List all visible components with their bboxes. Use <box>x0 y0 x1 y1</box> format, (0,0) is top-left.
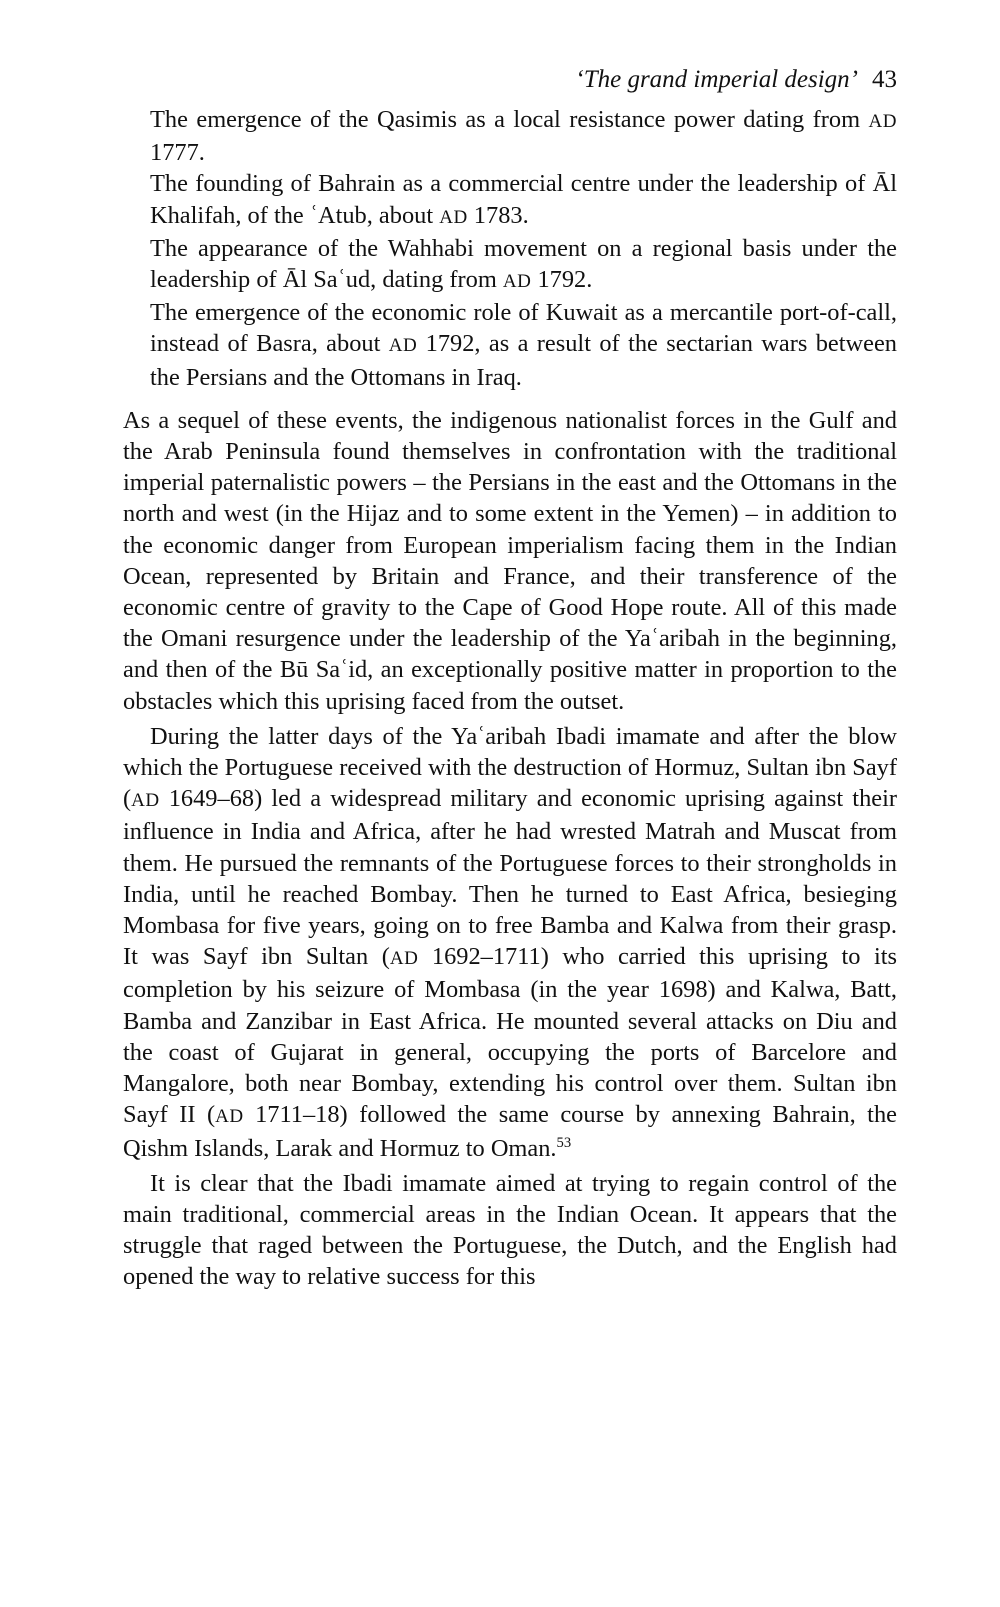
event-list <box>150 104 897 393</box>
list-item: The emergence of the economic role of Kuwait as a mercantile port-of-call, instead of Basra, about AD 1792, as a result of the sectarian wars between the Persians and the Ottomans in Iraq. <box>150 299 897 391</box>
running-header <box>123 64 897 96</box>
list-item: The emergence of the Qasimis as a local resistance power dating from AD 1777. <box>150 106 897 167</box>
paragraph-sequel: As a sequel of these events, the indigenous nationalist forces in the Gulf and the Arab Peninsula found themselves in confrontation with the traditional imperial paternalistic powers – the Persians in the east and the Ottomans in the north and west (in the Hijaz and to some extent in the Yemen) – in addition to the economic danger from European imperialism facing them in the Indian Ocean, represented by Britain and France, and their transference of the economic centre of gravity to the Cape of Good Hope route. All of this made the Omani resurgence under the leadership of the Yaʿaribah in the beginning, and then of the Bū Saʿid, an exceptionally positive matter in proportion to the obstacles which this uprising faced from the outset. <box>123 406 897 715</box>
list-item: The founding of Bahrain as a commercial centre under the leadership of Āl Khalifah, of the ʿAtub, about AD 1783. <box>150 170 897 229</box>
paragraph-imamate: It is clear that the Ibadi imamate aimed at trying to regain control of the main traditional, commercial areas in the Indian Ocean. It appears that the struggle that raged between the Portuguese, the Dutch, and the English had opened the way to relative success for this <box>123 1169 897 1291</box>
list-item: The appearance of the Wahhabi movement on a regional basis under the leadership of Āl Saʿud, dating from AD 1792. <box>150 234 897 294</box>
paragraph-yaaribah: During the latter days of the Yaʿaribah Ibadi imamate and after the blow which the Portuguese received with the destruction of Hormuz, Sultan ibn Sayf (AD 1649–68) led a widespread military and economic uprising against their influence in India and Africa, after he had wrested Matrah and Muscat from them. He pursued the remnants of the Portuguese forces to their strongholds in India, until he reached Bombay. Then he turned to East Africa, besieging Mombasa for five years, going on to free Bamba and Kalwa from their grasp. It was Sayf ibn Sultan (AD 1692–1711) who carried this uprising to its completion by his seizure of Mombasa (in the year 1698) and Kalwa, Batt, Bamba and Zanzibar in East Africa. He mounted several attacks on Diu and the coast of Gujarat in general, occupying the ports of Barcelore and Mangalore, both near Bombay, extending his control over them. Sultan ibn Sayf II (AD 1711–18) followed the same course by annexing Bahrain, the Qishm Islands, Larak and Hormuz to Oman.$^{53}$ <box>123 722 898 1162</box>
running-title: ‘The grand imperial design’ <box>575 66 858 93</box>
footnote-marker: 53 <box>556 1134 572 1151</box>
page-number: 43 <box>872 66 897 93</box>
book-page <box>123 64 897 1293</box>
